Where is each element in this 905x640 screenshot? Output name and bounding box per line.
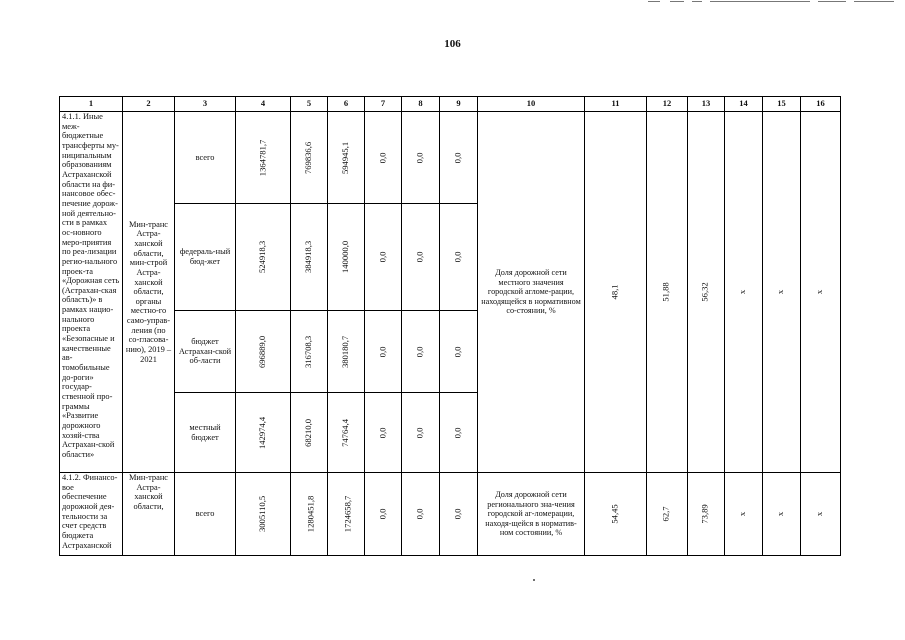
col-header-1: 1 xyxy=(60,97,123,112)
executor-cell: Мин-транс Астра-ханской области, xyxy=(123,473,175,556)
source-cell: федераль-ный бюд-жет xyxy=(175,204,236,311)
value-cell: 74764,4 xyxy=(328,393,365,473)
col-header-2: 2 xyxy=(123,97,175,112)
col-header-5: 5 xyxy=(291,97,328,112)
target-cell: 54,45 xyxy=(585,473,647,556)
value-cell: 0,0 xyxy=(440,204,478,311)
source-cell: всего xyxy=(175,112,236,204)
col-header-4: 4 xyxy=(236,97,291,112)
col-header-9: 9 xyxy=(440,97,478,112)
target-cell: 48,1 xyxy=(585,112,647,473)
value-cell: 316708,3 xyxy=(291,311,328,393)
value-cell: 594945,1 xyxy=(328,112,365,204)
value-cell: 524918,3 xyxy=(236,204,291,311)
col-header-6: 6 xyxy=(328,97,365,112)
target-cell: х xyxy=(801,112,841,473)
table-row xyxy=(60,473,841,556)
header-row xyxy=(60,97,841,112)
value-cell: 142974,4 xyxy=(236,393,291,473)
col-header-14: 14 xyxy=(725,97,763,112)
scan-top-edge xyxy=(640,0,905,6)
target-cell: х xyxy=(725,473,763,556)
col-header-7: 7 xyxy=(365,97,402,112)
value-cell: 0,0 xyxy=(402,473,440,556)
value-cell: 0,0 xyxy=(402,311,440,393)
col-header-11: 11 xyxy=(585,97,647,112)
target-cell: 62,7 xyxy=(647,473,688,556)
value-cell: 1724658,7 xyxy=(328,473,365,556)
value-cell: 0,0 xyxy=(365,112,402,204)
source-cell: бюджет Астрахан-ской об-ласти xyxy=(175,311,236,393)
target-cell: х xyxy=(801,473,841,556)
value-cell: 0,0 xyxy=(365,473,402,556)
value-cell: 769836,6 xyxy=(291,112,328,204)
value-cell: 140000,0 xyxy=(328,204,365,311)
value-cell: 0,0 xyxy=(440,112,478,204)
value-cell: 0,0 xyxy=(402,393,440,473)
executor-cell: Мин-транс Астра-ханской области, мин-строй Астра-ханской области, органы местно-го само-управ-ления (по со-гласова-нию), 2019 – 2021 xyxy=(123,112,175,473)
col-header-10: 10 xyxy=(478,97,585,112)
col-header-12: 12 xyxy=(647,97,688,112)
value-cell: 380180,7 xyxy=(328,311,365,393)
value-cell: 0,0 xyxy=(440,473,478,556)
scan-speck xyxy=(533,579,535,581)
value-cell: 0,0 xyxy=(365,311,402,393)
target-cell: 51,88 xyxy=(647,112,688,473)
col-header-8: 8 xyxy=(402,97,440,112)
value-cell: 3005110,5 xyxy=(236,473,291,556)
target-cell: 56,32 xyxy=(688,112,725,473)
measure-cell: 4.1.1. Иные меж-бюджетные трансферты му-ниципальным образованиям Астраханской области на фи-нансовое обес-печение дорож-ной деятельно-сти в рамках ос-новного меро-приятия по реа-лизации регио-нального проек-та «Дорожная сеть (Астрахан-ская область)» в рамках нацио-нального проекта «Безопасные и качественные ав-томобильные до-роги» государ-ственной про-граммы «Развитие дорожного хозяй-ства Астрахан-ской области» xyxy=(60,112,123,473)
value-cell: 0,0 xyxy=(440,393,478,473)
target-cell: х xyxy=(725,112,763,473)
target-cell: х xyxy=(763,112,801,473)
col-header-3: 3 xyxy=(175,97,236,112)
value-cell: 0,0 xyxy=(402,204,440,311)
source-cell: всего xyxy=(175,473,236,556)
value-cell: 0,0 xyxy=(365,393,402,473)
target-cell: х xyxy=(763,473,801,556)
col-header-16: 16 xyxy=(801,97,841,112)
source-cell: местный бюджет xyxy=(175,393,236,473)
col-header-15: 15 xyxy=(763,97,801,112)
table-row xyxy=(60,112,841,204)
target-cell: 73,89 xyxy=(688,473,725,556)
indicator-cell: Доля дорожной сети местного значения городской агломе-рации, находящейся в нормативном со-стоянии, % xyxy=(478,112,585,473)
value-cell: 0,0 xyxy=(440,311,478,393)
value-cell: 0,0 xyxy=(402,112,440,204)
value-cell: 68210,0 xyxy=(291,393,328,473)
value-cell: 0,0 xyxy=(365,204,402,311)
program-table xyxy=(59,96,841,556)
value-cell: 696889,0 xyxy=(236,311,291,393)
page-number: 106 xyxy=(444,38,461,50)
indicator-cell: Доля дорожной сети регионального зна-чения городской аг-ломерации, находя-щейся в норматив-ном состоянии, % xyxy=(478,473,585,556)
measure-cell: 4.1.2. Финансо-вое обеспечение дорожной дея-тельности за счет средств бюджета Астраханской xyxy=(60,473,123,556)
col-header-13: 13 xyxy=(688,97,725,112)
value-cell: 1280451,8 xyxy=(291,473,328,556)
value-cell: 1364781,7 xyxy=(236,112,291,204)
value-cell: 384918,3 xyxy=(291,204,328,311)
